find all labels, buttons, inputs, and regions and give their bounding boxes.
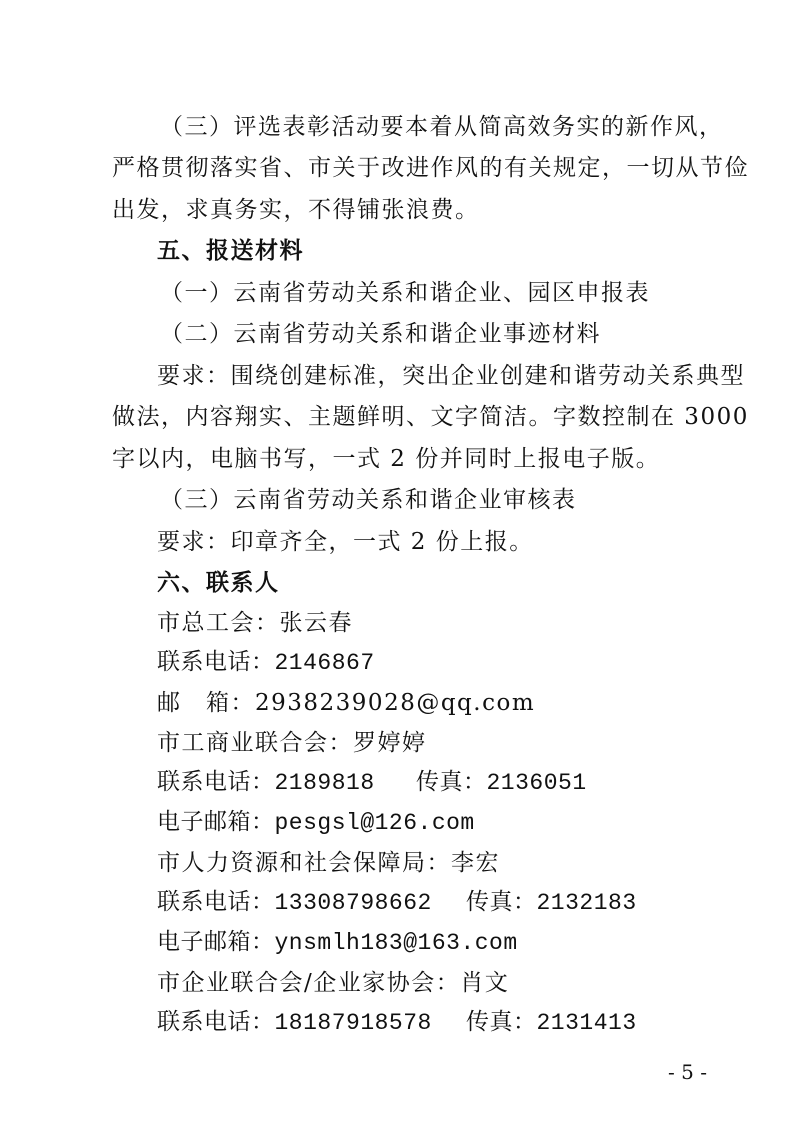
- contact-fax: 传真：2136051: [416, 770, 587, 796]
- contact-name: 市工商业联合会：罗婷婷: [157, 730, 427, 756]
- material-item: （三）云南省劳动关系和谐企业审核表: [160, 487, 577, 513]
- contact-fax: 传真：2131413: [466, 1010, 637, 1036]
- requirement-line: 字以内，电脑书写，一式 2 份并同时上报电子版。: [112, 446, 661, 472]
- contact-email: 电子邮箱：pesgsl@126.com: [157, 810, 475, 836]
- contact-name: 市总工会：张云春: [157, 610, 353, 636]
- contact-fax: 传真：2132183: [466, 890, 637, 916]
- requirement-line: 要求：印章齐全，一式 2 份上报。: [157, 529, 534, 555]
- contact-phone: 联系电话：2146867: [157, 650, 375, 676]
- paragraph-line: （三）评选表彰活动要本着从简高效务实的新作风，: [160, 114, 724, 140]
- contact-name: 市企业联合会/企业家协会：肖文: [157, 970, 510, 996]
- contact-phone: 联系电话：18187918578: [157, 1010, 432, 1036]
- paragraph-line: 出发，求真务实，不得铺张浪费。: [112, 197, 480, 223]
- section-heading: 五、报送材料: [157, 237, 304, 264]
- page-number: - 5 -: [668, 1060, 707, 1084]
- contact-phone: 联系电话：2189818: [157, 770, 375, 796]
- paragraph-line: 严格贯彻落实省、市关于改进作风的有关规定，一切从节俭: [112, 155, 749, 181]
- contact-phone: 联系电话：13308798662: [157, 890, 432, 916]
- section-heading: 六、联系人: [157, 569, 280, 596]
- requirement-line: 做法，内容翔实、主题鲜明、文字简洁。字数控制在 3000: [112, 404, 749, 430]
- requirement-line: 要求：围绕创建标准，突出企业创建和谐劳动关系典型: [157, 363, 745, 389]
- contact-name: 市人力资源和社会保障局：李宏: [157, 850, 500, 876]
- contact-email: 电子邮箱：ynsmlh183@163.com: [157, 930, 518, 956]
- material-item: （二）云南省劳动关系和谐企业事迹材料: [160, 321, 601, 347]
- material-item: （一）云南省劳动关系和谐企业、园区申报表: [160, 280, 650, 306]
- contact-email: 邮 箱：2938239028@qq.com: [157, 690, 536, 716]
